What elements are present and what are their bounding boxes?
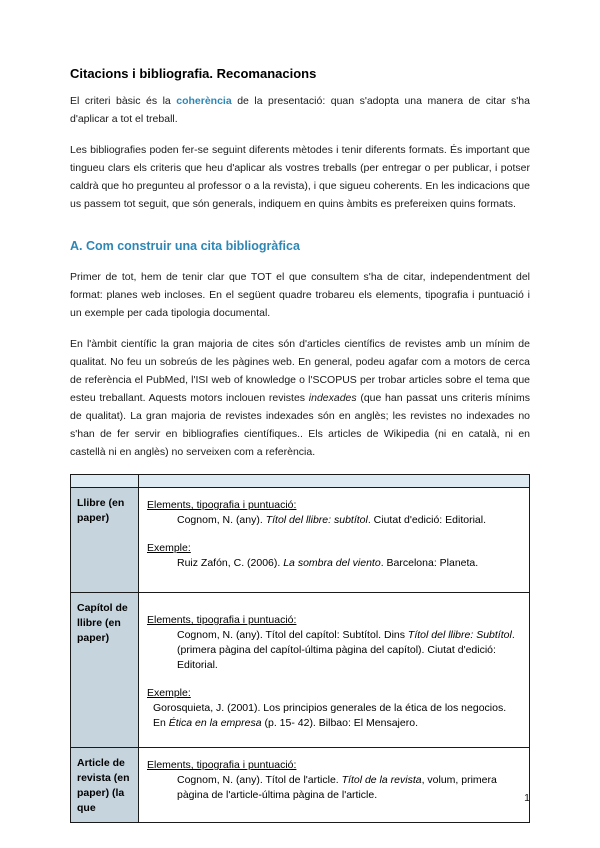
elements-heading: Elements, tipografia i puntuació: [147,759,297,771]
text-run-italic: indexades [308,392,357,404]
text-run: . Barcelona: Planeta. [380,557,479,569]
example-line [177,556,515,571]
text-run: (que han passat uns criteris mínims de qualitat). La gran majoria de revistes indexades són en anglès; les revistes no indexades no s'han de fer servir en bibliografies científiques.. Els articles de Wikipedia (ni en català, ni en castellà ni en anglès) no serveixen com a referència. [70,392,531,458]
section-a-paragraph-1: Primer de tot, hem de tenir clar que TOT el que consultem s'ha de citar, independentment del format: planes web incloses. En el següent quadre trobareu els elements, tipografia i puntuació i un exemple per cada tipologia documental. [70,271,530,319]
table-header-label-cell [71,475,139,488]
text-run-italic: Títol del llibre: subtítol [265,514,368,526]
text-run: En l'àmbit científic la gran majoria de cites són d'articles científics de revistes amb un mínim de qualitat. No feu un sobreús de les pàgines web. En general, podeu agafar com a motors de cerca de referència el PubMed, l'ISI web of knowledge o l'SCOPUS per trobar articles sobre el tema que esteu treballant. Aquests motors inclouen revistes [70,338,530,404]
example-heading: Exemple: [147,542,191,554]
row-content-llibre [139,488,530,593]
text-run: El criteri bàsic és la [70,95,177,107]
text-run: Cognom, N. (any). Títol del capítol: Subtítol. Dins [177,629,408,641]
section-a-paragraph-2 [70,335,530,461]
citation-format-table [70,474,530,823]
text-run-italic: Títol del llibre: Subtítol [407,629,512,641]
example-line [153,701,515,731]
row-label-article: Article de revista (en paper) (la que [71,748,139,823]
page-number: 1 [524,792,530,804]
text-run-italic: Títol de la revista [341,774,422,786]
table-header-content-cell [139,475,530,488]
example-heading: Exemple: [147,687,191,699]
format-line [177,773,515,803]
intro-paragraph-1 [70,92,530,128]
text-run: Cognom, N. (any). [177,514,266,526]
table-row-capitol [71,593,530,748]
highlight-coherencia: coherència [176,95,232,107]
text-run: . Ciutat d'edició: Editorial. [367,514,486,526]
elements-heading: Elements, tipografia i puntuació: [147,499,297,511]
row-label-capitol: Capítol de llibre (en paper) [71,593,139,748]
row-label-llibre: Llibre (en paper) [71,488,139,593]
text-run: Cognom, N. (any). Títol de l'article. [177,774,342,786]
format-line [177,513,515,528]
table-row-article [71,748,530,823]
text-run: de la presentació: quan s'adopta una manera de citar s'ha d'aplicar a tot el treball. [70,95,530,125]
intro-paragraph-2: Les bibliografies poden fer-se seguint diferents mètodes i tenir diferents formats. És important que tingueu clars els criteris que heu d'aplicar als vostres treballs (per entregar o per publicar, i potser caldrà que ho pregunteu al professor o a la revista), i que sigueu coherents. En les indicacions que us passem tot seguit, que són generals, indiquem en quins àmbits es prefereixen quins formats. [70,144,530,210]
text-run: (p. 15- 42). Bilbao: El Mensajero. [261,717,418,729]
row-content-article [139,748,530,823]
row-content-capitol [139,593,530,748]
table-header-row [71,475,530,488]
elements-heading: Elements, tipografia i puntuació: [147,614,297,626]
format-line [177,628,515,673]
section-a-heading: A. Com construir una cita bibliogràfica [70,239,300,253]
doc-title: Citacions i bibliografia. Recomanacions [70,66,317,81]
text-run-italic: Ética en la empresa [168,717,262,729]
text-run: . (primera pàgina del capítol-última pàgina del capítol). Ciutat d'edició: Editorial. [177,629,515,671]
table-row-llibre [71,488,530,593]
text-run: , volum, primera pàgina de l'article-última pàgina de l'article. [177,774,497,801]
text-run-italic: La sombra del viento [283,557,381,569]
text-run: Gorosquieta, J. (2001). Los principios generales de la ética de los negocios. En [153,702,507,729]
text-run: Ruiz Zafón, C. (2006). [177,557,284,569]
